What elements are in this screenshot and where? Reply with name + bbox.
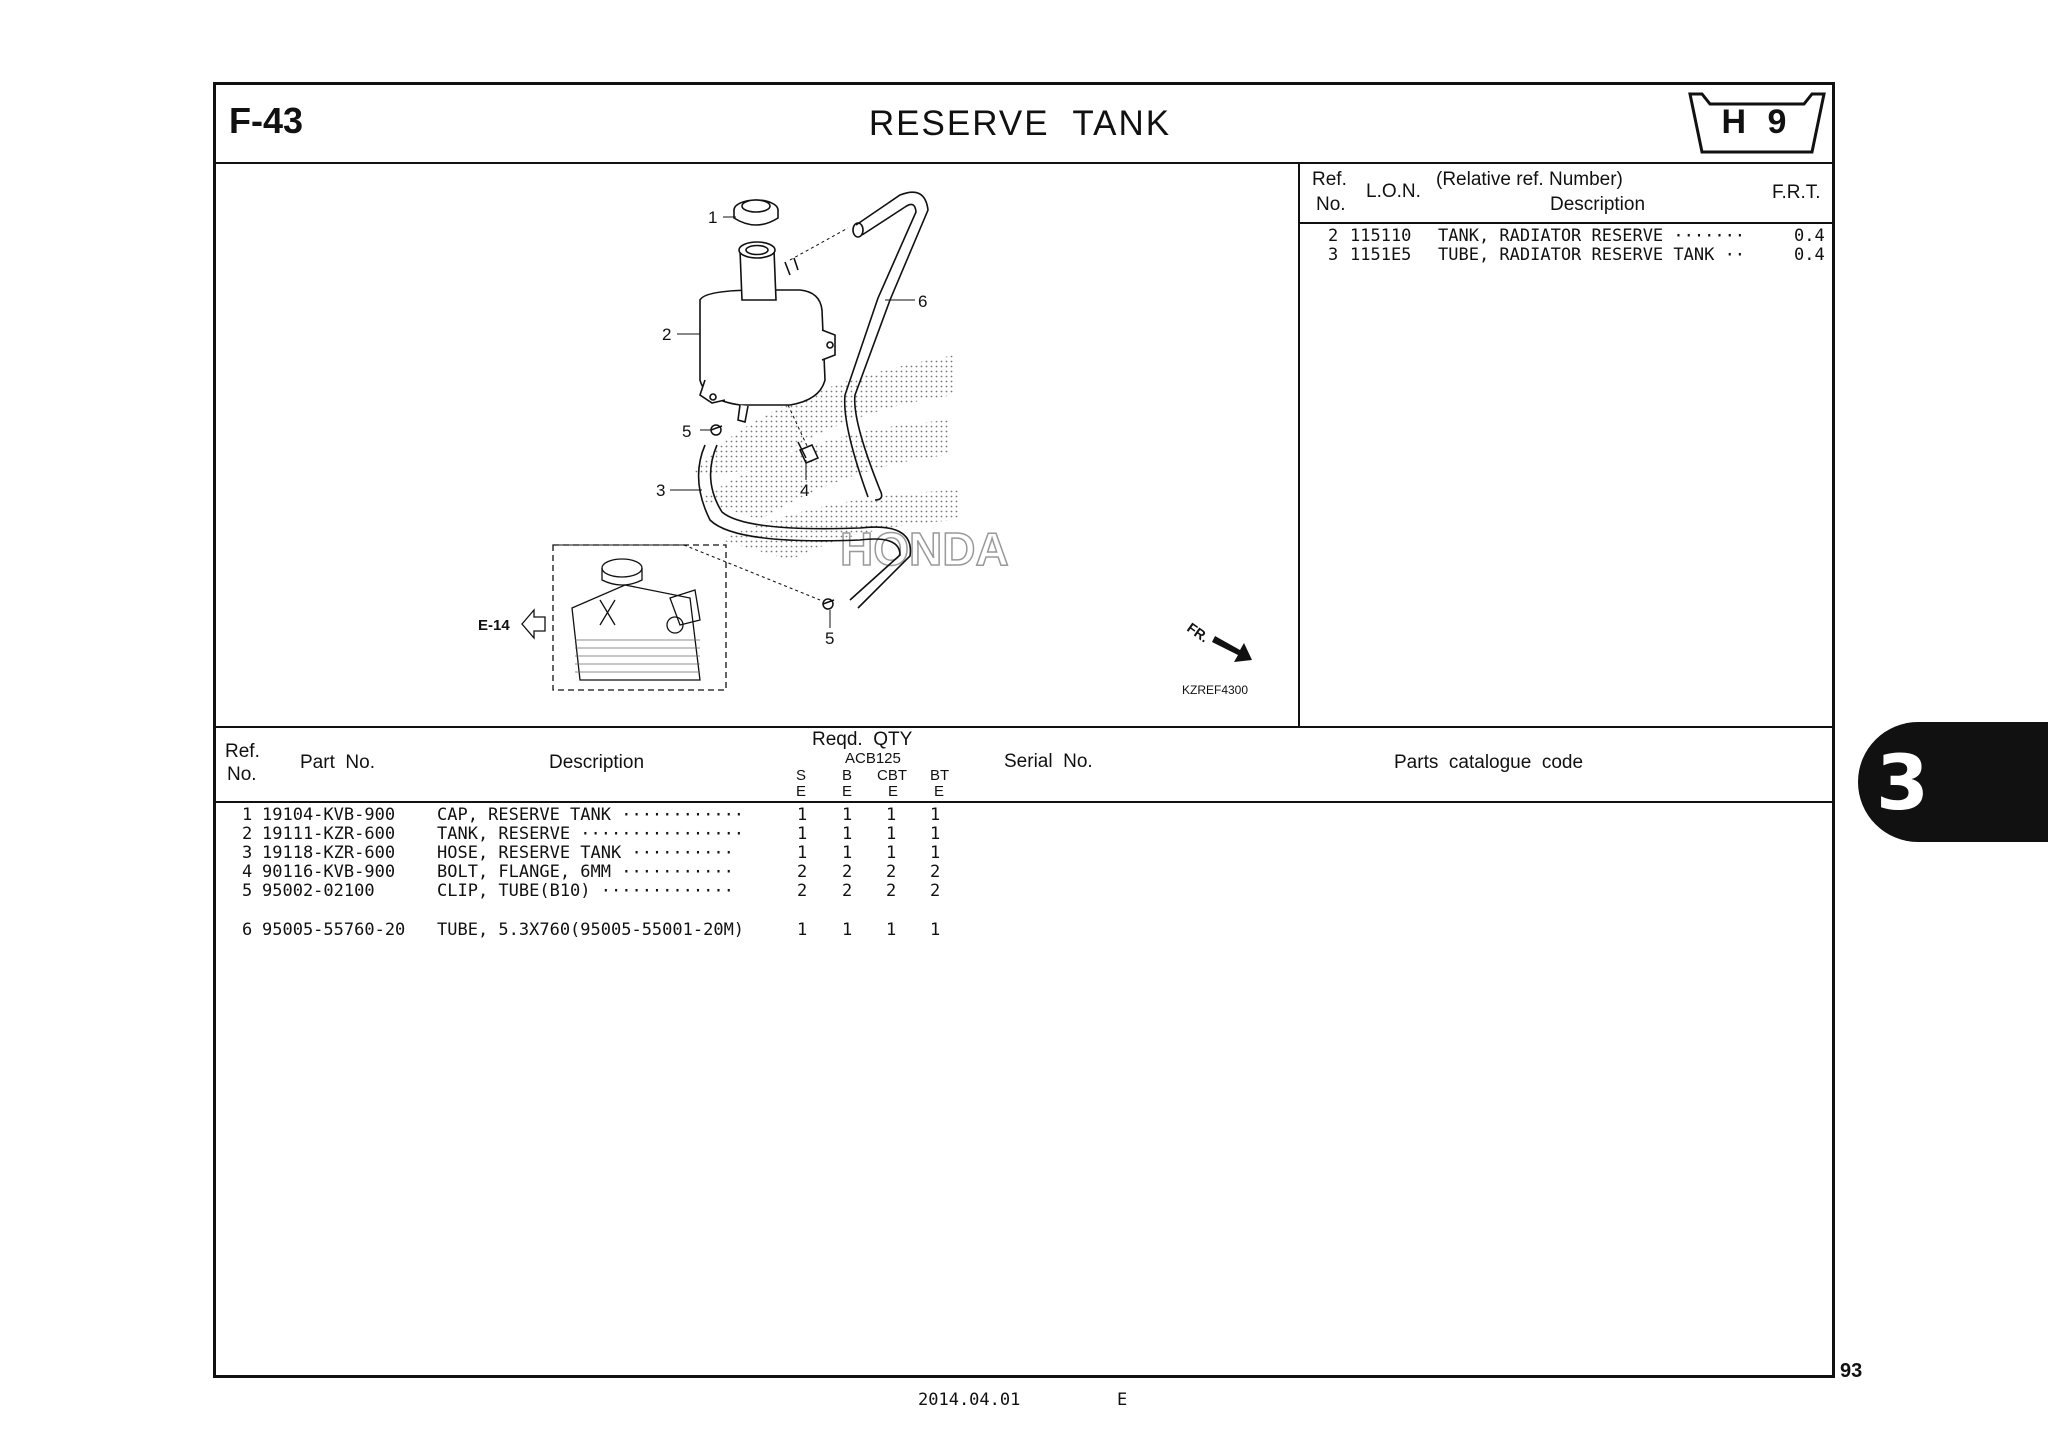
parts-header-divider bbox=[215, 801, 1833, 803]
frt-row: 3 1151E5 TUBE, RADIATOR RESERVE TANK ·· 0.4 bbox=[1328, 245, 1825, 265]
section-side-tab-number: 3 bbox=[1876, 738, 1929, 827]
frt-no-header: No. bbox=[1316, 194, 1346, 215]
serial-no-header: Serial No. bbox=[1004, 751, 1093, 772]
page-title: RESERVE TANK bbox=[868, 104, 1172, 143]
callout-4: 4 bbox=[800, 481, 810, 500]
tube-clip bbox=[711, 425, 722, 435]
left-arrow-icon bbox=[522, 610, 545, 638]
frt-desc-header: Description bbox=[1550, 194, 1646, 215]
e14-link-label[interactable]: E-14 bbox=[478, 617, 510, 634]
col-bt-header: BT bbox=[930, 767, 950, 784]
catalogue-code-header: Parts catalogue code bbox=[1394, 752, 1584, 773]
table-row: 3 19118-KZR-600 HOSE, RESERVE TANK ·········· 1 1 1 1 bbox=[242, 843, 941, 863]
reserve-tank-cap bbox=[734, 200, 778, 225]
frt-relref-header: (Relative ref. Number) bbox=[1436, 169, 1623, 190]
footer-date: 2014.04.01 bbox=[918, 1390, 1021, 1410]
page-code: F-43 bbox=[229, 100, 304, 141]
page-number: 93 bbox=[1840, 1360, 1863, 1382]
honda-watermark-text: HONDA bbox=[840, 523, 1009, 575]
drawing-code: KZREF4300 bbox=[1182, 683, 1249, 697]
radiator-inset bbox=[553, 545, 726, 690]
diagram-divider bbox=[215, 726, 1833, 728]
frt-ref-header: Ref. bbox=[1312, 169, 1347, 190]
col-cbt-header: CBT bbox=[877, 767, 907, 784]
callout-3: 3 bbox=[656, 481, 666, 500]
section-badge: H 9 bbox=[1721, 103, 1793, 141]
parts-ref-header: Ref. bbox=[225, 741, 260, 762]
reqd-qty-header: Reqd. QTY bbox=[812, 729, 913, 750]
col-s-e-header: E bbox=[796, 783, 807, 800]
col-bt-e-header: E bbox=[934, 783, 945, 800]
frt-row: 2 115110 TANK, RADIATOR RESERVE ······· 0.4 bbox=[1328, 226, 1825, 246]
exploded-parts-diagram bbox=[215, 164, 1298, 726]
diagram-frt-divider bbox=[1298, 162, 1300, 727]
callout-2: 2 bbox=[662, 325, 672, 344]
table-row: 1 19104-KVB-900 CAP, RESERVE TANK ············ 1 1 1 1 bbox=[242, 805, 941, 825]
callout-5: 5 bbox=[682, 422, 692, 441]
part-no-header: Part No. bbox=[300, 752, 375, 773]
callout-5-lower: 5 bbox=[825, 629, 835, 648]
col-cbt-e-header: E bbox=[888, 783, 899, 800]
tube-clip bbox=[823, 599, 834, 609]
callout-6: 6 bbox=[918, 292, 928, 311]
frt-header-divider bbox=[1298, 222, 1833, 224]
callout-1: 1 bbox=[708, 208, 718, 227]
parts-no-header: No. bbox=[227, 764, 257, 785]
frt-frt-header: F.R.T. bbox=[1772, 182, 1821, 203]
description-header: Description bbox=[549, 752, 645, 773]
col-b-header: B bbox=[842, 767, 853, 784]
arrow-down-right-icon bbox=[1212, 636, 1252, 662]
table-row: 6 95005-55760-20 TUBE, 5.3X760(95005-55001-20M) 1 1 1 1 bbox=[242, 920, 941, 940]
e14-reference[interactable] bbox=[478, 610, 545, 638]
model-header: ACB125 bbox=[845, 750, 901, 767]
frt-lon-header: L.O.N. bbox=[1366, 181, 1421, 202]
col-s-header: S bbox=[796, 767, 807, 784]
table-row: 4 90116-KVB-900 BOLT, FLANGE, 6MM ··········· 2 2 2 2 bbox=[242, 862, 941, 882]
reserve-tank bbox=[700, 242, 835, 422]
footer-edition: E bbox=[1117, 1390, 1128, 1410]
table-row: 2 19111-KZR-600 TANK, RESERVE ················ 1 1 1 1 bbox=[242, 824, 941, 844]
front-direction-indicator bbox=[1184, 619, 1252, 662]
col-b-e-header: E bbox=[842, 783, 853, 800]
table-row: 5 95002-02100 CLIP, TUBE(B10) ············· 2 2 2 2 bbox=[242, 881, 941, 901]
front-label: FR. bbox=[1184, 619, 1212, 646]
